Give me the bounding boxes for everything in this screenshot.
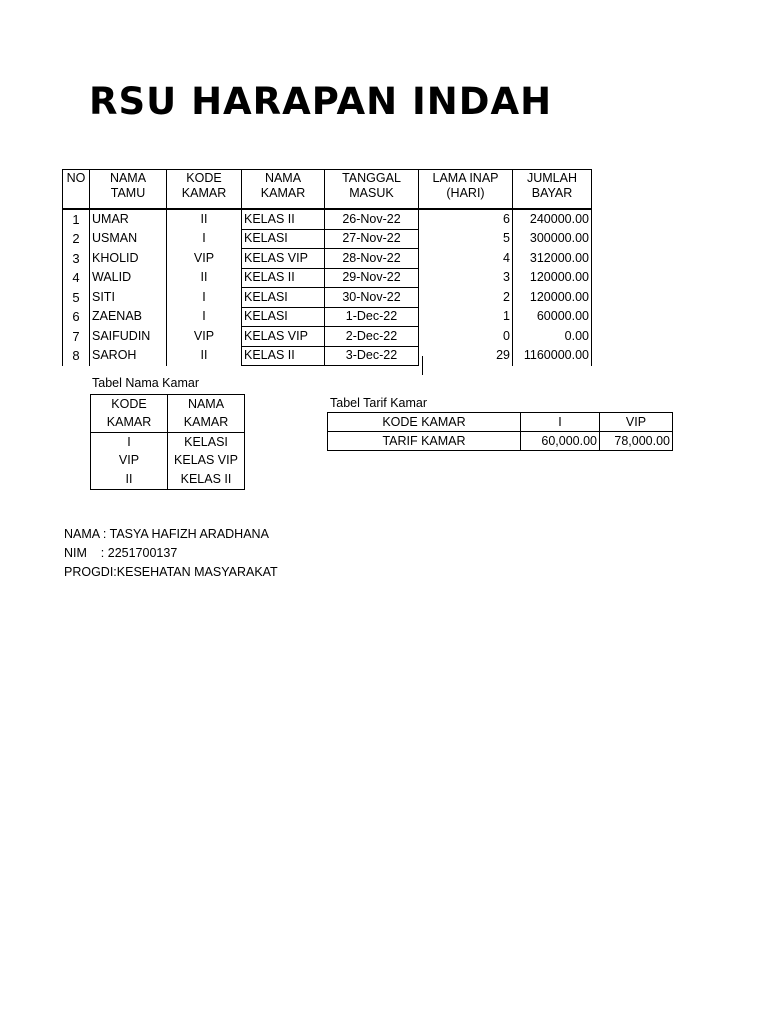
table-row bbox=[63, 327, 592, 347]
kode-kamar-cell: I bbox=[167, 307, 242, 327]
lama-inap-cell: 4 bbox=[419, 249, 513, 269]
tanggal-masuk-cell: 26-Nov-22 bbox=[325, 209, 419, 229]
student-progdi: PROGDI:KESEHATAN MASYARAKAT bbox=[64, 565, 278, 579]
nama-kamar-cell: KELAS VIP bbox=[242, 327, 325, 347]
table-body bbox=[63, 209, 592, 366]
no-cell: 2 bbox=[63, 229, 90, 249]
kamar-cell: KELAS II bbox=[168, 470, 245, 489]
kode-kamar-cell: II bbox=[167, 268, 242, 288]
tanggal-masuk-cell: 3-Dec-22 bbox=[325, 346, 419, 366]
table-row bbox=[63, 307, 592, 327]
tanggal-masuk-cell: 27-Nov-22 bbox=[325, 229, 419, 249]
table-row bbox=[91, 433, 245, 452]
header-cell: KODE bbox=[91, 395, 168, 414]
table-header-row bbox=[63, 170, 592, 210]
jumlah-bayar-cell: 240000.00 bbox=[513, 209, 592, 229]
tanggal-masuk-cell: 2-Dec-22 bbox=[325, 327, 419, 347]
tarif-cell: 78,000.00 bbox=[600, 432, 673, 451]
nama-kamar-cell: KELAS II bbox=[242, 346, 325, 366]
table-header-row bbox=[91, 395, 245, 414]
lama-inap-cell: 1 bbox=[419, 307, 513, 327]
jumlah-bayar-cell: 300000.00 bbox=[513, 229, 592, 249]
nama-tamu-cell: WALID bbox=[90, 268, 167, 288]
no-cell: 7 bbox=[63, 327, 90, 347]
lama-inap-cell: 6 bbox=[419, 209, 513, 229]
tarif-kamar-table bbox=[327, 412, 673, 451]
table-row bbox=[63, 288, 592, 308]
no-cell: 1 bbox=[63, 209, 90, 229]
jumlah-bayar-cell: 120000.00 bbox=[513, 288, 592, 308]
kode-cell: I bbox=[521, 413, 600, 432]
nama-tamu-cell: UMAR bbox=[90, 209, 167, 229]
kode-kamar-label: KODE KAMAR bbox=[328, 413, 521, 432]
no-cell: 4 bbox=[63, 268, 90, 288]
header-no: NO bbox=[63, 170, 90, 210]
nama-kamar-cell: KELAS II bbox=[242, 209, 325, 229]
nama-kamar-table bbox=[90, 394, 245, 490]
header-cell: KAMAR bbox=[91, 414, 168, 433]
kode-kamar-cell: I bbox=[167, 288, 242, 308]
student-name: NAMA : TASYA HAFIZH ARADHANA bbox=[64, 527, 269, 541]
nama-kamar-cell: KELAS VIP bbox=[242, 249, 325, 269]
no-cell: 8 bbox=[63, 346, 90, 366]
table-row bbox=[328, 432, 673, 451]
header-tanggal-masuk: TANGGAL MASUK bbox=[325, 170, 419, 210]
tanggal-masuk-cell: 30-Nov-22 bbox=[325, 288, 419, 308]
kamar-cell: KELASI bbox=[168, 433, 245, 452]
page-title: RSU HARAPAN INDAH bbox=[89, 80, 553, 123]
nama-kamar-cell: KELASI bbox=[242, 229, 325, 249]
kode-cell: I bbox=[91, 433, 168, 452]
table-header-row bbox=[91, 414, 245, 433]
nama-kamar-caption: Tabel Nama Kamar bbox=[92, 376, 199, 390]
tanggal-masuk-cell: 29-Nov-22 bbox=[325, 268, 419, 288]
lama-inap-cell: 2 bbox=[419, 288, 513, 308]
no-cell: 5 bbox=[63, 288, 90, 308]
table-row bbox=[63, 209, 592, 229]
nama-kamar-cell: KELAS II bbox=[242, 268, 325, 288]
header-cell: KAMAR bbox=[168, 414, 245, 433]
table-row bbox=[91, 452, 245, 471]
nama-tamu-cell: SAIFUDIN bbox=[90, 327, 167, 347]
kode-kamar-cell: VIP bbox=[167, 249, 242, 269]
kode-cell: II bbox=[91, 470, 168, 489]
kode-cell: VIP bbox=[91, 452, 168, 471]
tanggal-masuk-cell: 1-Dec-22 bbox=[325, 307, 419, 327]
tarif-cell: 60,000.00 bbox=[521, 432, 600, 451]
tanggal-masuk-cell: 28-Nov-22 bbox=[325, 249, 419, 269]
table-row bbox=[63, 249, 592, 269]
table-row bbox=[63, 229, 592, 249]
kode-kamar-cell: II bbox=[167, 346, 242, 366]
guest-billing-table bbox=[62, 169, 592, 366]
nama-tamu-cell: ZAENAB bbox=[90, 307, 167, 327]
lama-inap-cell: 29 bbox=[419, 346, 513, 366]
nama-kamar-cell: KELASI bbox=[242, 288, 325, 308]
kode-kamar-cell: II bbox=[167, 209, 242, 229]
header-nama-kamar: NAMA KAMAR bbox=[242, 170, 325, 210]
header-cell: NAMA bbox=[168, 395, 245, 414]
no-cell: 6 bbox=[63, 307, 90, 327]
student-nim: NIM : 2251700137 bbox=[64, 546, 178, 560]
kode-cell: VIP bbox=[600, 413, 673, 432]
lama-inap-cell: 3 bbox=[419, 268, 513, 288]
kode-kamar-cell: VIP bbox=[167, 327, 242, 347]
divider-line bbox=[422, 356, 423, 375]
tarif-kamar-caption: Tabel Tarif Kamar bbox=[330, 396, 428, 410]
table-row bbox=[63, 268, 592, 288]
jumlah-bayar-cell: 120000.00 bbox=[513, 268, 592, 288]
nama-kamar-cell: KELASI bbox=[242, 307, 325, 327]
no-cell: 3 bbox=[63, 249, 90, 269]
lama-inap-cell: 0 bbox=[419, 327, 513, 347]
kode-kamar-cell: I bbox=[167, 229, 242, 249]
tarif-kamar-label: TARIF KAMAR bbox=[328, 432, 521, 451]
nama-tamu-cell: SITI bbox=[90, 288, 167, 308]
jumlah-bayar-cell: 0.00 bbox=[513, 327, 592, 347]
header-kode-kamar: KODE KAMAR bbox=[167, 170, 242, 210]
jumlah-bayar-cell: 60000.00 bbox=[513, 307, 592, 327]
header-lama-inap: LAMA INAP (HARI) bbox=[419, 170, 513, 210]
kamar-cell: KELAS VIP bbox=[168, 452, 245, 471]
jumlah-bayar-cell: 1160000.00 bbox=[513, 346, 592, 366]
header-nama-tamu: NAMA TAMU bbox=[90, 170, 167, 210]
table-row bbox=[63, 346, 592, 366]
nama-tamu-cell: USMAN bbox=[90, 229, 167, 249]
table-row bbox=[91, 470, 245, 489]
header-jumlah-bayar: JUMLAH BAYAR bbox=[513, 170, 592, 210]
jumlah-bayar-cell: 312000.00 bbox=[513, 249, 592, 269]
nama-tamu-cell: KHOLID bbox=[90, 249, 167, 269]
table-row bbox=[328, 413, 673, 432]
lama-inap-cell: 5 bbox=[419, 229, 513, 249]
nama-tamu-cell: SAROH bbox=[90, 346, 167, 366]
